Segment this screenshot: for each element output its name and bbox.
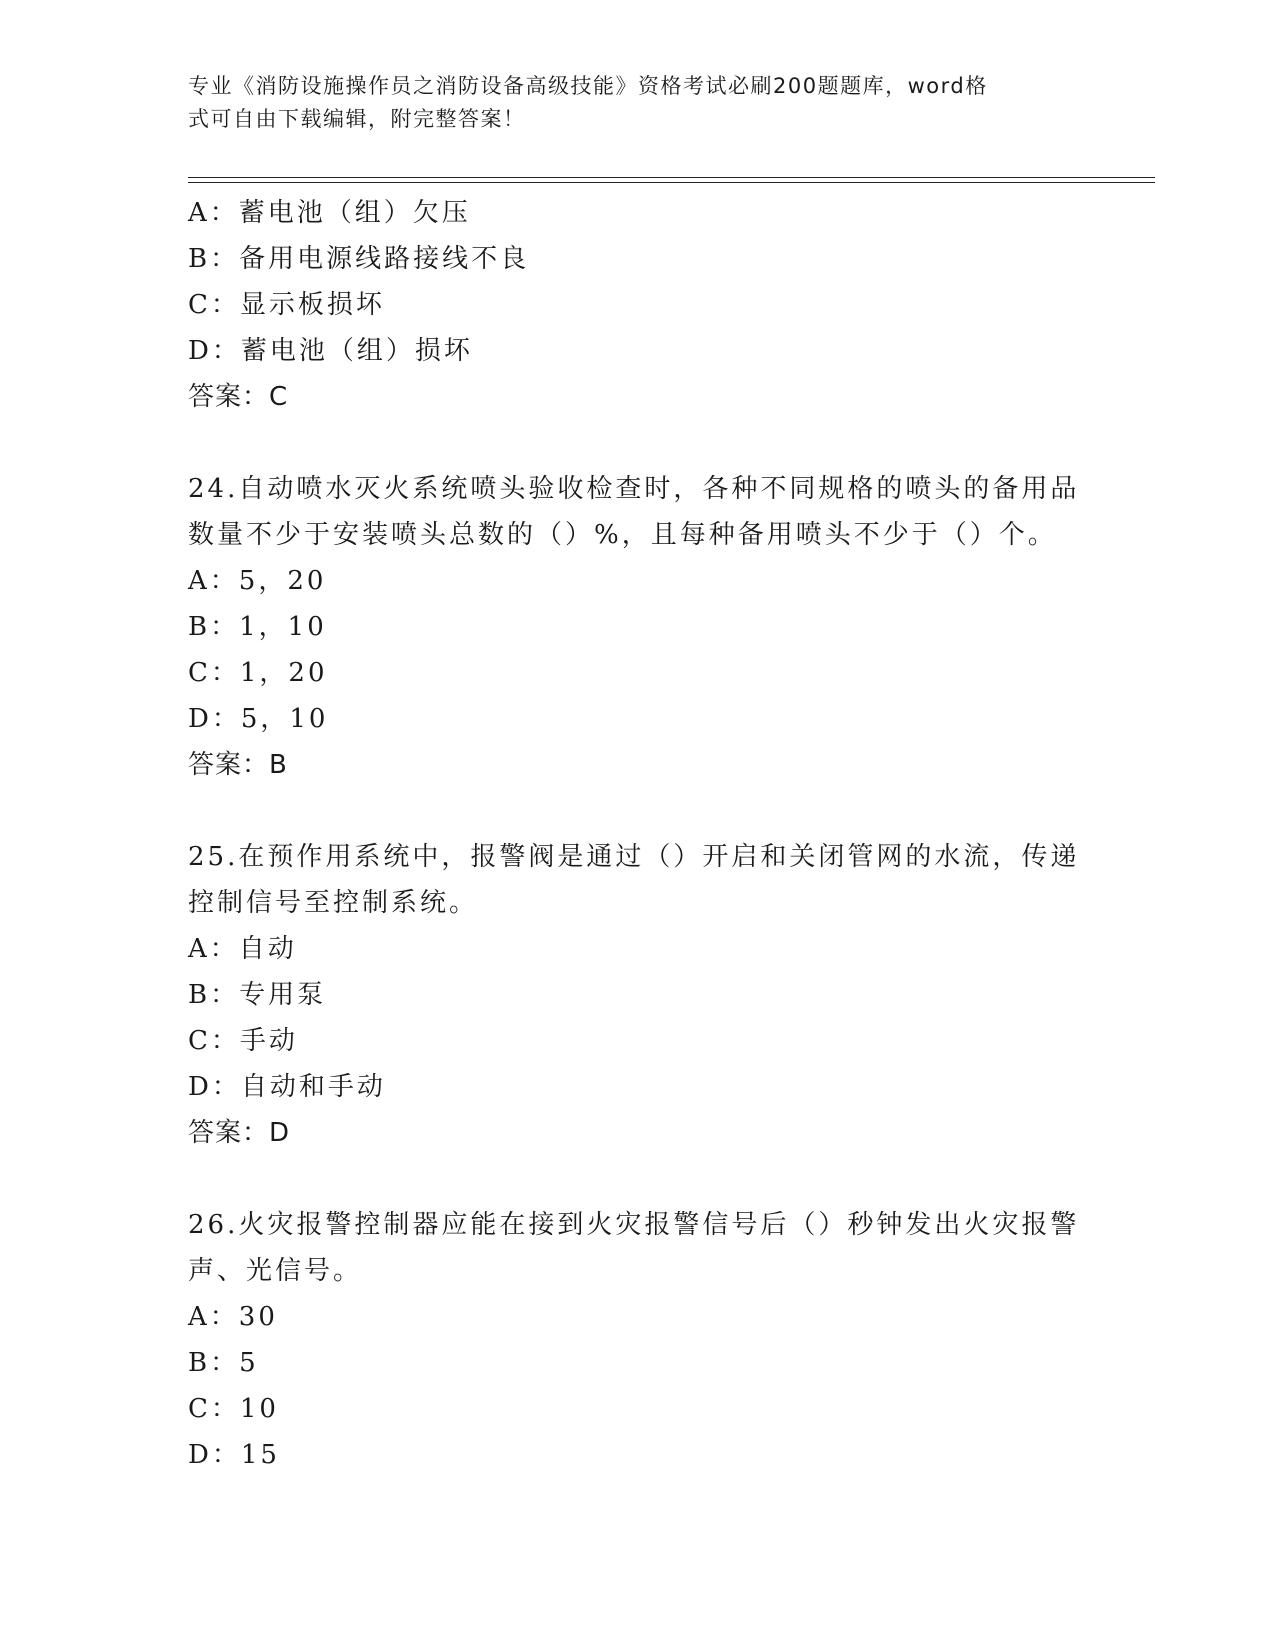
question-stem-line-1: 26.火灾报警控制器应能在接到火灾报警信号后（）秒钟发出火灾报警 [188,1210,1080,1240]
option-d: D：自动和手动 [188,1072,386,1102]
option-a: A：蓄电池（组）欠压 [188,198,471,228]
answer-line: 答案：C [188,382,289,412]
question-content [188,190,1088,1478]
question-26 [188,1202,1088,1478]
question-stem-line-1: 25.在预作用系统中，报警阀是通过（）开启和关闭管网的水流，传递 [188,842,1080,872]
option-c: C：1，20 [188,658,328,688]
spacer [188,788,1088,834]
question-stem-line-2: 数量不少于安装喷头总数的（）%，且每种备用喷头不少于（）个。 [188,520,1057,550]
question-25 [188,834,1088,1156]
document-header [188,70,1078,136]
spacer [188,1156,1088,1202]
option-a: A：5，20 [188,566,327,596]
header-divider-top [188,177,1155,178]
answer-line: 答案：B [188,750,288,780]
question-stem-line-2: 声、光信号。 [188,1256,363,1286]
header-divider-bottom [188,182,1155,183]
option-c: C：手动 [188,1026,298,1056]
question-stem-line-2: 控制信号至控制系统。 [188,888,479,918]
header-line-1: 专业《消防设施操作员之消防设备高级技能》资格考试必刷200题题库，word格 [188,74,988,98]
option-b: B：备用电源线路接线不良 [188,244,530,274]
option-b: B：1，10 [188,612,327,642]
answer-line: 答案：D [188,1118,291,1148]
option-b: B：5 [188,1348,259,1378]
question-stem-line-1: 24.自动喷水灭火系统喷头验收检查时，各种不同规格的喷头的备用品 [188,474,1080,504]
question-24 [188,466,1088,788]
option-a: A：自动 [188,934,297,964]
option-c: C：10 [188,1394,279,1424]
option-b: B：专用泵 [188,980,327,1010]
header-line-2: 式可自由下载编辑，附完整答案！ [188,107,526,131]
option-d: D：5，10 [188,704,329,734]
option-a: A：30 [188,1302,278,1332]
question-23 [188,190,1088,420]
option-c: C：显示板损坏 [188,290,385,320]
option-d: D：15 [188,1440,280,1470]
spacer [188,420,1088,466]
option-d: D：蓄电池（组）损坏 [188,336,473,366]
